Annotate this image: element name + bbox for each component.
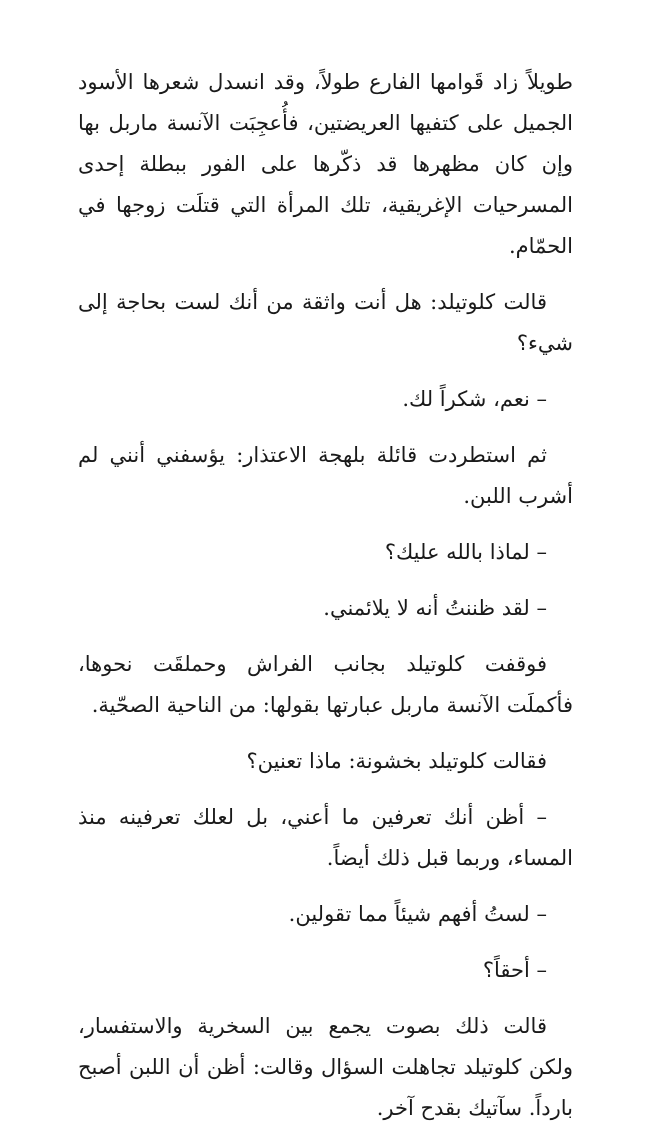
paragraph-2: قالت كلوتيلد: هل أنت واثقة من أنك لست بحاجة إلى شيء؟ [78, 290, 573, 355]
paragraph-6: – لقد ظننتُ أنه لا يلائمني. [323, 596, 547, 620]
paragraph-9: – أظن أنك تعرفين ما أعني، بل لعلك تعرفينه منذ المساء، وربما قبل ذلك أيضاً. [78, 805, 573, 870]
paragraph-4: ثم استطردت قائلة بلهجة الاعتذار: يؤسفني أنني لم أشرب اللبن. [78, 443, 573, 508]
paragraph-8: فقالت كلوتيلد بخشونة: ماذا تعنين؟ [246, 749, 547, 773]
paragraph-3: – نعم، شكراً لك. [402, 387, 547, 411]
paragraph-7: فوقفت كلوتيلد بجانب الفراش وحملقَت نحوها، فأكملَت الآنسة ماربل عبارتها بقولها: من الناحية الصحّية. [78, 652, 573, 717]
paragraph-12: قالت ذلك بصوت يجمع بين السخرية والاستفسار، ولكن كلوتيلد تجاهلت السؤال وقالت: أظن أن اللبن أصبح بارداً. سآتيك بقدح آخر. [78, 1014, 573, 1120]
paragraph-11: – أحقاً؟ [482, 958, 547, 982]
paragraph-5: – لماذا بالله عليك؟ [384, 540, 547, 564]
paragraph-10: – لستُ أفهم شيئاً مما تقولين. [288, 902, 547, 926]
paragraph-1: طويلاً زاد قَوامها الفارع طولاً، وقد انسدل شعرها الأسود الجميل على كتفيها العريضتين، فأُعجِبَت الآنسة ماربل بها وإن كان مظهرها قد ذكّرها على الفور ببطلة إحدى المسرحيات الإغريقية، تلك المرأة التي قتلَت زوجها في الحمّام. [78, 70, 573, 258]
